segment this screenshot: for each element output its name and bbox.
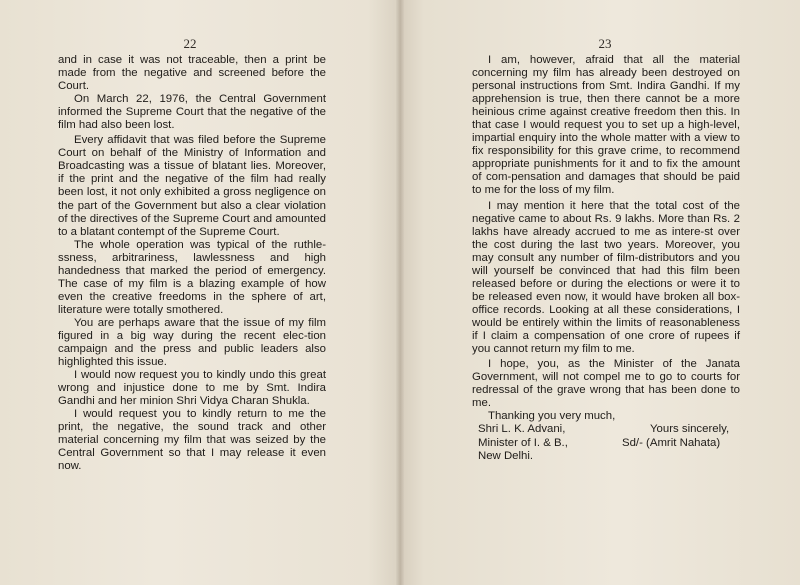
paragraph: I hope, you, as the Minister of the Janata Government, will not compel me to go to courts for redressal of the grave wrong that has been done to me. [472, 358, 740, 410]
paragraph: I may mention it here that the total cost of the negative came to about Rs. 9 lakhs. More than Rs. 2 lakhs have already accrued to me as intere-st over the cost during the last two years. Moreover, you may consult any number of film-distributors and you will yourself be convinced that had this film been released before or during the elections or were it to be released even now, it would have broken all box-office records. Looking at all these considerations, I would be entirely within the limits of reasonableness if I claim a compensation of one crore of rupees if you cannot return my film to me. [472, 199, 740, 356]
paragraph: The whole operation was typical of the ruthle-ssness, arbitrariness, lawlessness and high handedness that marked the period of emergency. The case of my film is a blazing example of how even the creative freedoms in the sphere of art, literature were totally smothered. [58, 238, 326, 316]
signature-block [472, 423, 740, 463]
page-body [58, 54, 326, 474]
signature: Sd/- (Amrit Nahata) [622, 437, 721, 450]
page-number: 22 [183, 36, 197, 51]
paragraph: I would request you to kindly return to me the print, the negative, the sound track and other material concerning my film that was seized by the Central Government so that I may release it even now. [58, 408, 326, 473]
closing-line: Thanking you very much, [488, 410, 616, 423]
valediction: Yours sincerely, [650, 423, 730, 436]
addressee-city: New Delhi. [478, 450, 534, 463]
paragraph: and in case it was not traceable, then a print be made from the negative and screened before the Court. [58, 54, 326, 93]
paragraph: Every affidavit that was filed before the Supreme Court on behalf of the Ministry of Information and Broadcasting was a tissue of blatant lies. Moreover, if the print and the negative of the film had really been lost, it not only exhibited a gross negligence on the part of the Government but also a clear violation of the directives of the Supreme Court and amounted to a blatant contempt of the Supreme Court. [58, 134, 326, 238]
page-body [472, 54, 740, 463]
paragraph: I am, however, afraid that all the material concerning my film has already been destroyed on personal instructions from Smt. Indira Gandhi. If my apprehension is true, then there cannot be a more heinious crime against creative freedom then this. In that case I would request you to set up a high-level, impartial enquiry into the whole matter with a view to fix responsibility for this grave crime, to recommend appropriate punishments for it and to fix the amount of com-pensation and damages that should be paid to me for the loss of my film. [472, 54, 740, 197]
paragraph: You are perhaps aware that the issue of my film figured in a big way during the recent elec-tion campaign and the press and public leaders also highlighted this issue. [58, 316, 326, 369]
paragraph: I would now request you to kindly undo this great wrong and injustice done to me by Smt. Indira Gandhi and her minion Shri Vidya Charan Shukla. [58, 369, 326, 408]
addressee-name: Shri L. K. Advani, [478, 423, 566, 436]
page-number: 23 [598, 36, 612, 51]
right-page [400, 0, 800, 585]
book-gutter [396, 0, 404, 585]
paragraph: On March 22, 1976, the Central Government informed the Supreme Court that the negative of the film had also been lost. [58, 93, 326, 132]
addressee-title: Minister of I. & B., [478, 437, 568, 450]
